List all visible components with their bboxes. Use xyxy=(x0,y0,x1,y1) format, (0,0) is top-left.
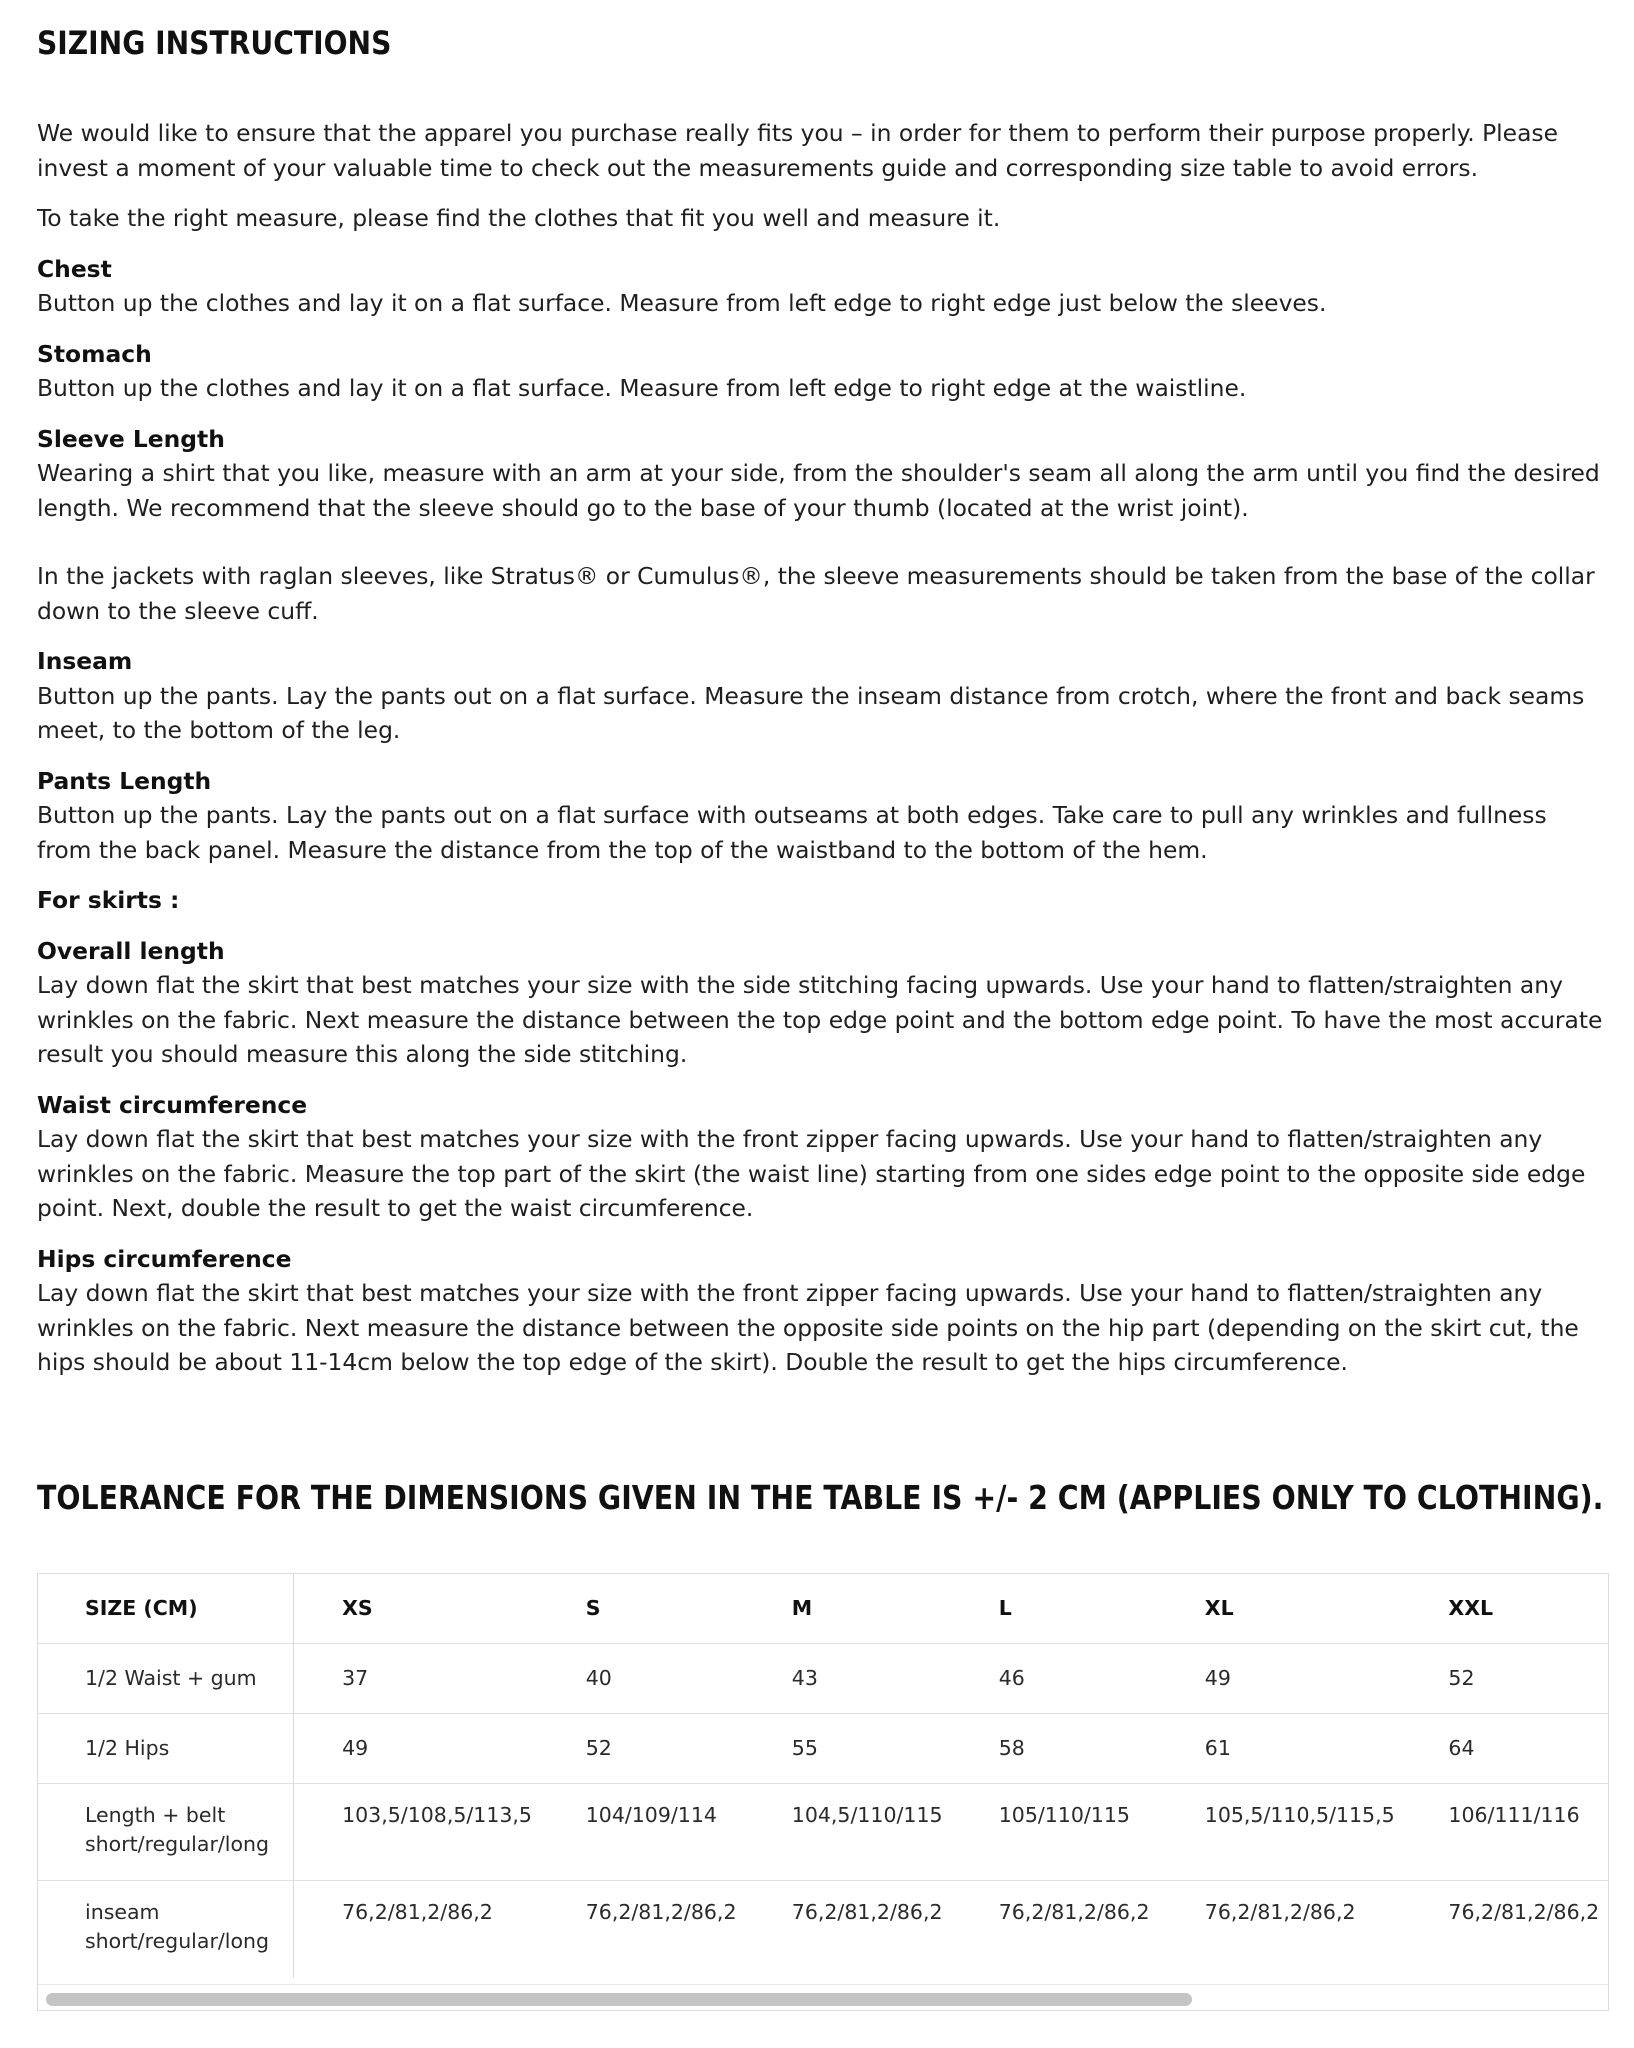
column-header: XS xyxy=(294,1574,538,1644)
section-text: Button up the pants. Lay the pants out on a flat surface. Measure the inseam distance from crotch, where the front and back seams meet, to the bottom of the leg. xyxy=(37,681,1585,744)
size-table-container[interactable] xyxy=(37,1573,1609,2011)
section-text: Button up the clothes and lay it on a flat surface. Measure from left edge to right edge at the waistline. xyxy=(37,374,1247,402)
table-row xyxy=(38,1714,1608,1784)
hips-section xyxy=(37,1242,1607,1380)
section-title: Chest xyxy=(37,254,112,283)
sleeve-raglan-note: In the jackets with raglan sleeves, like Stratus® or Cumulus®, the sleeve measurements should be taken from the base of the collar down to the sleeve cuff. xyxy=(37,562,1595,625)
table-header-row xyxy=(38,1574,1608,1644)
table-cell: 76,2/81,2/86,2 xyxy=(1448,1900,1600,1924)
table-cell: 105,5/110,5/115,5 xyxy=(1157,1784,1401,1881)
row-label: 1/2 Hips xyxy=(38,1714,294,1784)
table-cell: 76,2/81,2/86,2 xyxy=(1204,1900,1356,1924)
section-text: Lay down flat the skirt that best matches your size with the front zipper facing upwards. Use your hand to flatten/straighten any wrinkles on the fabric. Measure the top part of the skirt (the waist line) starting from one sides edge point to the opposite side edge point. Next, double the result to get the waist circumference. xyxy=(37,1125,1586,1222)
table-cell: 105/110/115 xyxy=(951,1784,1157,1881)
sleeve-section xyxy=(37,422,1607,526)
table-cell: 37 xyxy=(294,1644,538,1714)
row-label-line: short/regular/long xyxy=(85,1832,270,1856)
table-row xyxy=(38,1784,1608,1881)
row-label xyxy=(38,1784,294,1881)
chest-section xyxy=(37,252,1607,321)
tolerance-heading: TOLERANCE FOR THE DIMENSIONS GIVEN IN THE TABLE IS +/- 2 CM (APPLIES ONLY TO CLOTHING). xyxy=(37,1478,1604,1517)
table-cell: 40 xyxy=(538,1644,744,1714)
table-cell: 46 xyxy=(951,1644,1157,1714)
row-label-line: Length + belt xyxy=(85,1803,226,1827)
column-header: M xyxy=(744,1574,951,1644)
section-title: Sleeve Length xyxy=(37,424,225,453)
table-cell: 64 xyxy=(1400,1714,1608,1784)
table-cell: 76,2/81,2/86,2 xyxy=(791,1900,943,1924)
table-cell: 76,2/81,2/86,2 xyxy=(585,1900,737,1924)
section-title: Overall length xyxy=(37,936,225,965)
section-title: Waist circumference xyxy=(37,1090,308,1119)
section-title: Inseam xyxy=(37,647,133,675)
page-title: SIZING INSTRUCTIONS xyxy=(37,24,392,62)
table-cell: 103,5/108,5/113,5 xyxy=(294,1784,538,1881)
table-cell: 106/111/116 xyxy=(1400,1784,1608,1881)
table-cell: 49 xyxy=(1157,1644,1401,1714)
section-title: Pants Length xyxy=(37,766,212,795)
section-text: Button up the clothes and lay it on a flat surface. Measure from left edge to right edge just below the sleeves. xyxy=(37,289,1327,317)
section-text: Lay down flat the skirt that best matches your size with the side stitching facing upwards. Use your hand to flatten/straighten any wrinkles on the fabric. Next measure the distance between the top edge point and the bottom edge point. To have the most accurate result you should measure this along the side stitching. xyxy=(37,971,1603,1068)
table-cell: 61 xyxy=(1157,1714,1401,1784)
column-header: XL xyxy=(1157,1574,1401,1644)
section-title: Stomach xyxy=(37,339,152,368)
table-cell: 52 xyxy=(1400,1644,1608,1714)
row-label-line: inseam xyxy=(85,1900,160,1924)
inseam-section xyxy=(37,644,1607,748)
skirts-heading xyxy=(37,883,1607,918)
column-header: S xyxy=(538,1574,744,1644)
table-cell: 58 xyxy=(951,1714,1157,1784)
table-cell: 76,2/81,2/86,2 xyxy=(342,1900,493,1924)
table-cell: 104/109/114 xyxy=(538,1784,744,1881)
table-row xyxy=(38,1644,1608,1714)
table-row xyxy=(38,1881,1608,1978)
column-header: XXL xyxy=(1400,1574,1608,1644)
horizontal-scrollbar[interactable] xyxy=(38,1984,1608,2011)
intro-paragraph: We would like to ensure that the apparel you purchase really fits you – in order for them to perform their purpose properly. Please invest a moment of your valuable time to check out the measurements guide and corresponding size table to avoid errors. xyxy=(37,119,1558,182)
intro-paragraph: To take the right measure, please find the clothes that fit you well and measure it. xyxy=(37,204,1001,232)
section-text: Button up the pants. Lay the pants out on a flat surface with outseams at both edges. Take care to pull any wrinkles and fullness from the back panel. Measure the distance from the top of the waistband to the bottom of the hem. xyxy=(37,801,1547,864)
table-cell: 52 xyxy=(538,1714,744,1784)
instructions-body xyxy=(37,116,1607,1396)
table-cell: 43 xyxy=(744,1644,951,1714)
table-cell: 76,2/81,2/86,2 xyxy=(998,1900,1150,1924)
waist-section xyxy=(37,1088,1607,1226)
section-text: Wearing a shirt that you like, measure with an arm at your side, from the shoulder's seam all along the arm until you find the desired length. We recommend that the sleeve should go to the base of your thumb (located at the wrist joint). xyxy=(37,459,1600,522)
scrollbar-thumb[interactable] xyxy=(46,1993,1192,2006)
row-label xyxy=(38,1881,294,1978)
row-label-line: short/regular/long xyxy=(85,1929,270,1953)
size-table xyxy=(38,1574,1608,1978)
section-title: Hips circumference xyxy=(37,1244,292,1273)
pants-length-section xyxy=(37,764,1607,868)
overall-length-section xyxy=(37,934,1607,1072)
column-header: SIZE (CM) xyxy=(38,1574,294,1644)
table-cell: 104,5/110/115 xyxy=(744,1784,951,1881)
stomach-section xyxy=(37,337,1607,406)
column-header: L xyxy=(951,1574,1157,1644)
table-cell: 55 xyxy=(744,1714,951,1784)
table-cell: 49 xyxy=(294,1714,538,1784)
section-text: Lay down flat the skirt that best matches your size with the front zipper facing upwards. Use your hand to flatten/straighten any wrinkles on the fabric. Next measure the distance between the opposite side points on the hip part (depending on the skirt cut, the hips should be about 11-14cm below the top edge of the skirt). Double the result to get the hips circumference. xyxy=(37,1279,1579,1376)
section-title: For skirts : xyxy=(37,886,180,914)
row-label: 1/2 Waist + gum xyxy=(38,1644,294,1714)
